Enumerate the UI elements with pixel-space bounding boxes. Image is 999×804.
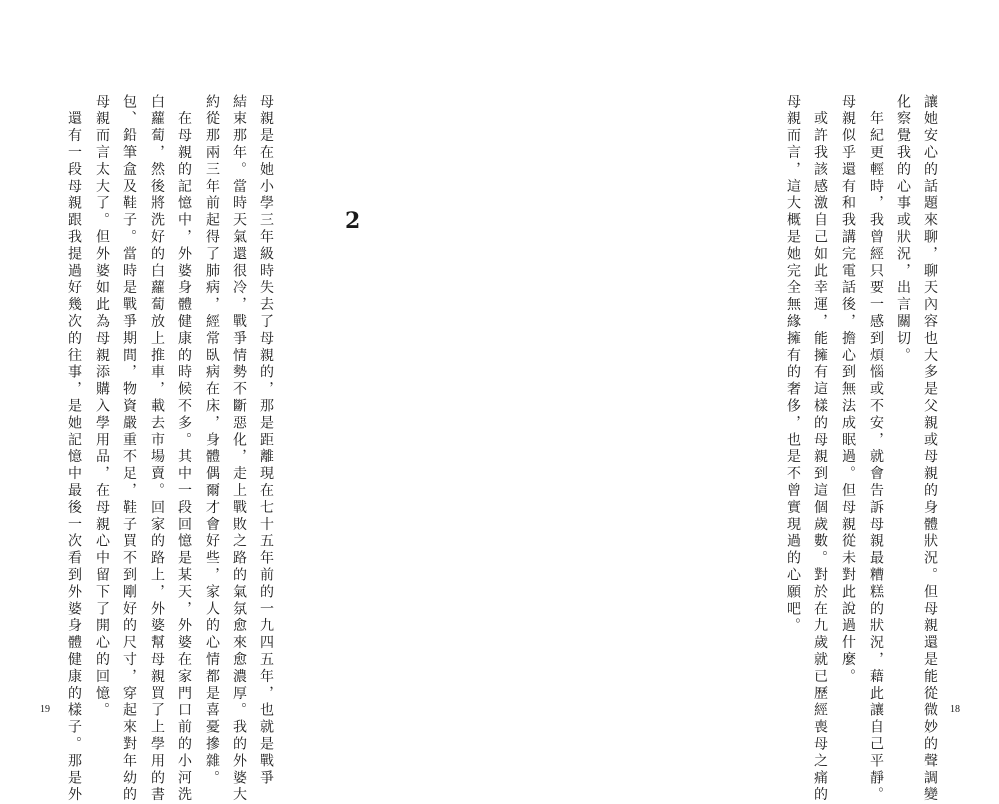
text-column: 結束那年。當時天氣還很冷，戰爭情勢不斷惡化，走上戰敗之路的氣氛愈來愈濃厚。我的外婆大 bbox=[231, 94, 247, 804]
page-number-left: 19 bbox=[40, 704, 50, 715]
text-column: 母親而言，這大概是她完全無緣擁有的奢侈，也是不曾實現過的心願吧。 bbox=[785, 94, 801, 635]
text-column: 化察覺我的心事或狀況，出言關切。 bbox=[895, 94, 911, 365]
text-column: 讓她安心的話題來聊，聊天內容也大多是父親或母親的身體狀況。但母親還是能從微妙的聲調變 bbox=[922, 94, 938, 804]
left-page bbox=[0, 0, 499, 804]
text-column: 或許我該感激自己如此幸運，能擁有這樣的母親到這個歲數。對於在九歲就已歷經喪母之痛的 bbox=[812, 94, 828, 804]
chapter-number: 2 bbox=[345, 208, 361, 234]
text-column: 約從那兩三年前起得了肺病，經常臥病在床，身體偶爾才會好些，家人的心情都是喜憂摻雜。 bbox=[204, 94, 220, 787]
text-column: 母親是在她小學三年級時失去了母親的，那是距離現在七十五年前的一九四五年，也就是戰爭 bbox=[258, 94, 274, 787]
text-column: 年紀更輕時，我曾經只要一感到煩惱或不安，就會告訴母親最糟糕的狀況，藉此讓自己平靜。 bbox=[868, 94, 884, 804]
page-number-right: 18 bbox=[950, 704, 960, 715]
text-column: 在母親的記憶中，外婆身體健康的時候不多。其中一段回憶是某天，外婆在家門口前的小河洗 bbox=[176, 94, 192, 804]
text-column: 母親似乎還有和我講完電話後，擔心到無法成眠過。但母親從未對此說過什麼。 bbox=[840, 94, 856, 686]
text-column: 還有一段母親跟我提過好幾次的往事，是她記憶中最後一次看到外婆身體健康的樣子。那是外 bbox=[66, 94, 82, 804]
text-column: 白蘿蔔，然後將洗好的白蘿蔔放上推車，載去市場賣。回家的路上，外婆幫母親買了上學用的書 bbox=[149, 94, 165, 804]
right-page bbox=[500, 0, 999, 804]
text-column: 母親而言太大了。但外婆如此為母親添購入學用品，在母親心中留下了開心的回憶。 bbox=[94, 94, 110, 720]
text-column: 包、鉛筆盒及鞋子。當時是戰爭期間，物資嚴重不足，鞋子買不到剛好的尺寸，穿起來對年幼的 bbox=[121, 94, 137, 804]
